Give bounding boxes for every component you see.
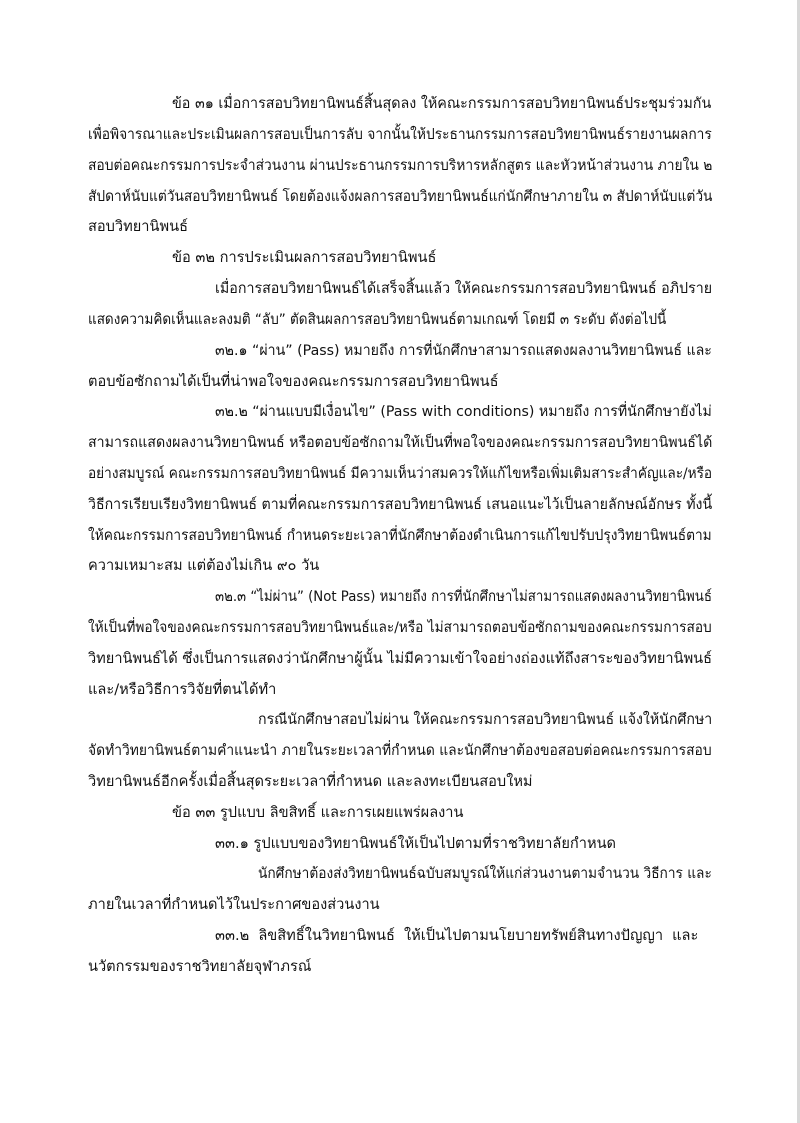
failed-exam-paragraph: กรณีนักศึกษาสอบไม่ผ่าน ให้คณะกรรมการสอบวิทยานิพนธ์ แจ้งให้นักศึกษา — [258, 711, 713, 728]
clause-33-1-text-line: ภายในเวลาที่กำหนดไว้ในประกาศของส่วนงาน — [88, 896, 380, 913]
clause-33-1-heading: ๓๓.๑ รูปแบบของวิทยานิพนธ์ให้เป็นไปตามที่ราชวิทยาลัยกำหนด — [215, 835, 617, 852]
clause-32-3-heading: ๓๒.๓ “ไม่ผ่าน” (Not Pass) หมายถึง การที่นักศึกษาไม่สามารถแสดงผลงานวิทยานิพนธ์ — [215, 588, 712, 605]
clause-32-1-text-line: ตอบข้อซักถามได้เป็นที่น่าพอใจของคณะกรรมการสอบวิทยานิพนธ์ — [88, 373, 499, 390]
clause-31-text-line: สอบวิทยานิพนธ์ — [88, 218, 188, 235]
clause-33-2-heading: ๓๓.๒ ลิขสิทธิ์ในวิทยานิพนธ์ ให้เป็นไปตามนโยบายทรัพย์สินทางปัญญา และ — [215, 927, 699, 944]
clause-32-1-heading: ๓๒.๑ “ผ่าน” (Pass) หมายถึง การที่นักศึกษาสามารถแสดงผลงานวิทยานิพนธ์ และ — [215, 342, 712, 359]
failed-exam-text-line: จัดทำวิทยานิพนธ์ตามคำแนะนำ ภายในระยะเวลาที่กำหนด และนักศึกษาต้องขอสอบต่อคณะกรรมการสอบ — [88, 742, 712, 759]
clause-32-heading: ข้อ ๓๒ การประเมินผลการสอบวิทยานิพนธ์ — [172, 249, 437, 266]
clause-32-text-line: เมื่อการสอบวิทยานิพนธ์ได้เสร็จสิ้นแล้ว ให้คณะกรรมการสอบวิทยานิพนธ์ อภิปราย — [215, 280, 713, 297]
clause-32-3-text-line: ให้เป็นที่พอใจของคณะกรรมการสอบวิทยานิพนธ์และ/หรือ ไม่สามารถตอบข้อซักถามของคณะกรรมการสอบ — [88, 619, 712, 636]
clause-32-2-text-line: สามารถแสดงผลงานวิทยานิพนธ์ หรือตอบข้อซักถามให้เป็นที่พอใจของคณะกรรมการสอบวิทยานิพนธ์ได้ — [88, 434, 713, 451]
clause-33-1-text-line: นักศึกษาต้องส่งวิทยานิพนธ์ฉบับสมบูรณ์ให้แก่ส่วนงานตามจำนวน วิธีการ และ — [258, 865, 712, 882]
clause-32-text-line: แสดงความคิดเห็นและลงมติ “ลับ” ตัดสินผลการสอบวิทยานิพนธ์ตามเกณฑ์ โดยมี ๓ ระดับ ดังต่อไปนี้ — [88, 311, 667, 328]
clause-31-text-line: เพื่อพิจารณาและประเมินผลการสอบเป็นการลับ จากนั้นให้ประธานกรรมการสอบวิทยานิพนธ์รายงานผลการ — [88, 126, 712, 143]
clause-31-text-line: สัปดาห์นับแต่วันสอบวิทยานิพนธ์ โดยต้องแจ้งผลการสอบวิทยานิพนธ์แก่นักศึกษาภายใน ๓ สัปดาห์นับแต่วัน — [88, 188, 713, 205]
clause-32-2-text-line: ความเหมาะสม แต่ต้องไม่เกิน ๙๐ วัน — [88, 557, 320, 574]
clause-32-2-text-line: ให้คณะกรรมการสอบวิทยานิพนธ์ กำหนดระยะเวลาที่นักศึกษาต้องดำเนินการแก้ไขปรับปรุงวิทยานิพนธ์ตาม — [88, 527, 712, 544]
clause-32-3-text-line: และ/หรือวิธีการวิจัยที่ตนได้ทำ — [88, 681, 277, 698]
clause-32-3-text-line: วิทยานิพนธ์ได้ ซึ่งเป็นการแสดงว่านักศึกษาผู้นั้น ไม่มีความเข้าใจอย่างถ่องแท้ถึงสาระของวิทยานิพนธ์ — [88, 650, 713, 667]
clause-33-2-text-line: นวัตกรรมของราชวิทยาลัยจุฬาภรณ์ — [88, 958, 312, 975]
clause-31-text-line: สอบต่อคณะกรรมการประจำส่วนงาน ผ่านประธานกรรมการบริหารหลักสูตร และหัวหน้าส่วนงาน ภายใน ๒ — [88, 157, 713, 174]
clause-33-heading: ข้อ ๓๓ รูปแบบ ลิขสิทธิ์ และการเผยแพร่ผลงาน — [172, 804, 464, 821]
clause-31-heading: ข้อ ๓๑ เมื่อการสอบวิทยานิพนธ์สิ้นสุดลง ให้คณะกรรมการสอบวิทยานิพนธ์ประชุมร่วมกัน — [172, 95, 712, 112]
clause-32-2-heading: ๓๒.๒ “ผ่านแบบมีเงื่อนไข” (Pass with conditions) หมายถึง การที่นักศึกษายังไม่ — [215, 403, 712, 420]
failed-exam-text-line: วิทยานิพนธ์อีกครั้งเมื่อสิ้นสุดระยะเวลาที่กำหนด และลงทะเบียนสอบใหม่ — [88, 773, 533, 790]
clause-32-2-text-line: อย่างสมบูรณ์ คณะกรรมการสอบวิทยานิพนธ์ มีความเห็นว่าสมควรให้แก้ไขหรือเพิ่มเติมสาระสำคัญและ/หรือ — [88, 465, 713, 482]
clause-32-2-text-line: วิธีการเรียบเรียงวิทยานิพนธ์ ตามที่คณะกรรมการสอบวิทยานิพนธ์ เสนอแนะไว้เป็นลายลักษณ์อักษร ทั้งนี้ — [88, 496, 713, 513]
